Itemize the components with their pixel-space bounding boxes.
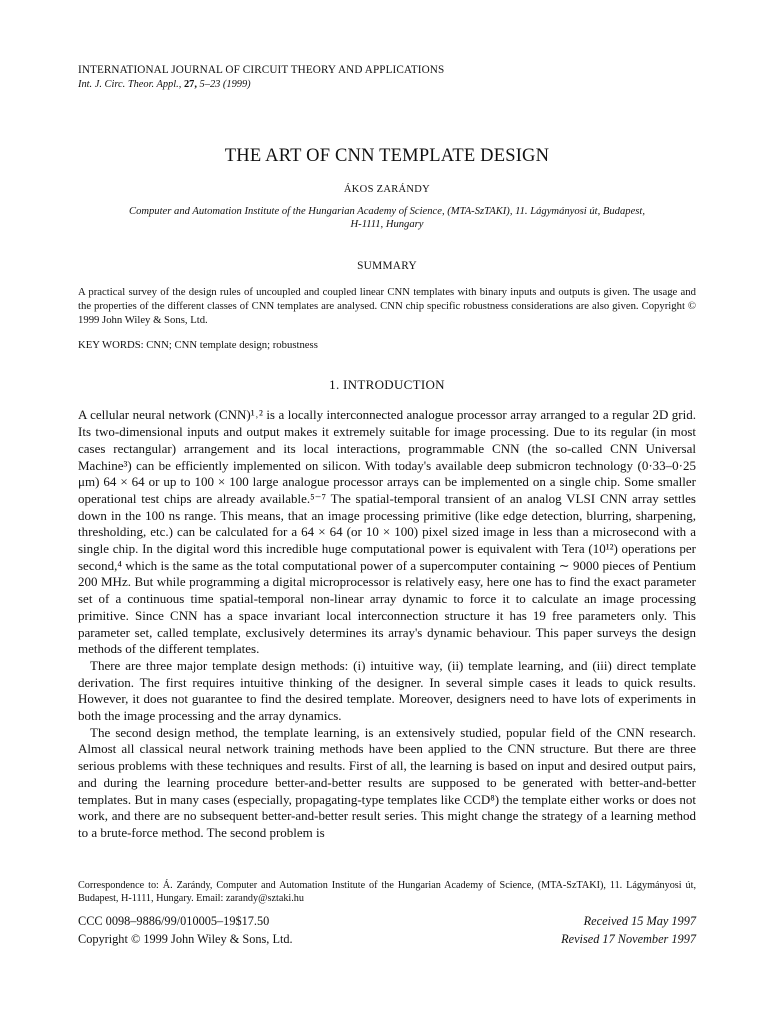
citation-pages: 5–23 (1999) (199, 79, 251, 90)
paragraph-1: A cellular neural network (CNN)¹˒² is a locally interconnected analogue processor array arranged to a regular 2D grid. Its two-dimensional inputs and output makes it extremely suitable for image processing. Due to its regular (in most cases rectangular) arrangement and its local interactions, programmable CNN (the so-called CNN Universal Machine³) can be efficiently implemented on silicon. With today's available deep submicron technology (0·33–0·25 μm) 64 × 64 or up to 100 × 100 large analogue processor arrays can be implemented on a single chip. Some smaller operational test chips are already available.⁵⁻⁷ The spatial-temporal transient of an analog VLSI CNN array settles down in the 100 ns range. This means, that an image processing primitive (like edge detection, blurring, sharpening, thresholding, etc.) can be calculated for a 64 × 64 (or 10 × 100) pixel sized image in less than a microsecond with a single chip. In the digital word this incredible huge computational power is equivalent with Tera (10¹²) operations per second,⁴ which is the same as the total computational power of a supercomputer containing ∼ 9000 pieces of Pentium 200 MHz. But while programming a digital microprocessor is relatively easy, here one has to find the exact parameter set of a continuous time spatial-temporal non-linear array dynamic to force it to calculate an image processing primitive. Since CNN has a space invariant local interconnection structure it has 19 free parameters only. This parameter set, called template, exclusively determines its array's dynamic behaviour. This paper surveys the design methods of the different templates. (78, 407, 696, 657)
citation-volume: 27, (183, 79, 197, 90)
received-dates (561, 913, 696, 948)
received-date: Received 15 May 1997 (583, 914, 696, 928)
section-heading-introduction: 1. INTRODUCTION (329, 377, 445, 393)
body-text (78, 407, 696, 841)
paper-author: ÁKOS ZARÁNDY (343, 184, 431, 195)
citation-abbrev: Int. J. Circ. Theor. Appl., (78, 79, 182, 90)
copyright-left (78, 913, 293, 948)
revised-date: Revised 17 November 1997 (561, 931, 696, 946)
copyright-notice: Copyright © 1999 John Wiley & Sons, Ltd. (78, 931, 293, 946)
summary-text: A practical survey of the design rules of uncoupled and coupled linear CNN templates with binary inputs and outputs is given. The usage and the properties of the different classes of CNN templates are analysed. CNN chip specific robustness considerations are also given. Copyright © 1999 John Wiley & Sons, Ltd. (78, 286, 696, 326)
summary-heading: SUMMARY (357, 260, 417, 272)
paragraph-3: The second design method, the template learning, is an extensively studied, popular field of the CNN research. Almost all classical neural network training methods have been applied to the CNN structure. But there are three serious problems with these techniques and results. First of all, the learning is based on input and desired output pairs, and during the learning procedure better-and-better results are supposed to be generated with better-and-better templates. But in many cases (especially, propagating-type templates like CCD⁸) the template either works or does not work, and there are no subsequent better-and-better result series. This might change the strategy of a learning method to a brute-force method. The second problem is (78, 724, 696, 840)
paper-title: THE ART OF CNN TEMPLATE DESIGN (224, 146, 550, 166)
author-affiliation (78, 205, 696, 231)
journal-name: INTERNATIONAL JOURNAL OF CIRCUIT THEORY AND APPLICATIONS (78, 64, 445, 76)
ccc-code: CCC 0098–9886/99/010005–19$17.50 (78, 914, 270, 928)
affiliation-line-1: Computer and Automation Institute of the Hungarian Academy of Science, (MTA-SzTAKI), 11. Lágymányosi út, Budapest, (129, 206, 645, 217)
keywords: KEY WORDS: CNN; CNN template design; robustness (78, 339, 318, 352)
affiliation-line-2: H-1111, Hungary (350, 219, 424, 230)
journal-citation (78, 78, 696, 92)
article-page (78, 63, 696, 842)
paragraph-2: There are three major template design methods: (i) intuitive way, (ii) template learning, and (iii) direct template derivation. The first requires intuitive thinking of the designer. In several simple cases it leads to quick results. However, it does not guarantee to find the desired template. Moreover, designers need to have lots of experiments in both the image processing and the array dynamics. (78, 657, 696, 724)
correspondence-footnote: Correspondence to: Á. Zarándy, Computer and Automation Institute of the Hungarian Academy of Science, (MTA-SzTAKI), 11. Lágymányosi út, Budapest, H-1111, Hungary. Email: zarandy@sztaki.hu (78, 880, 696, 905)
